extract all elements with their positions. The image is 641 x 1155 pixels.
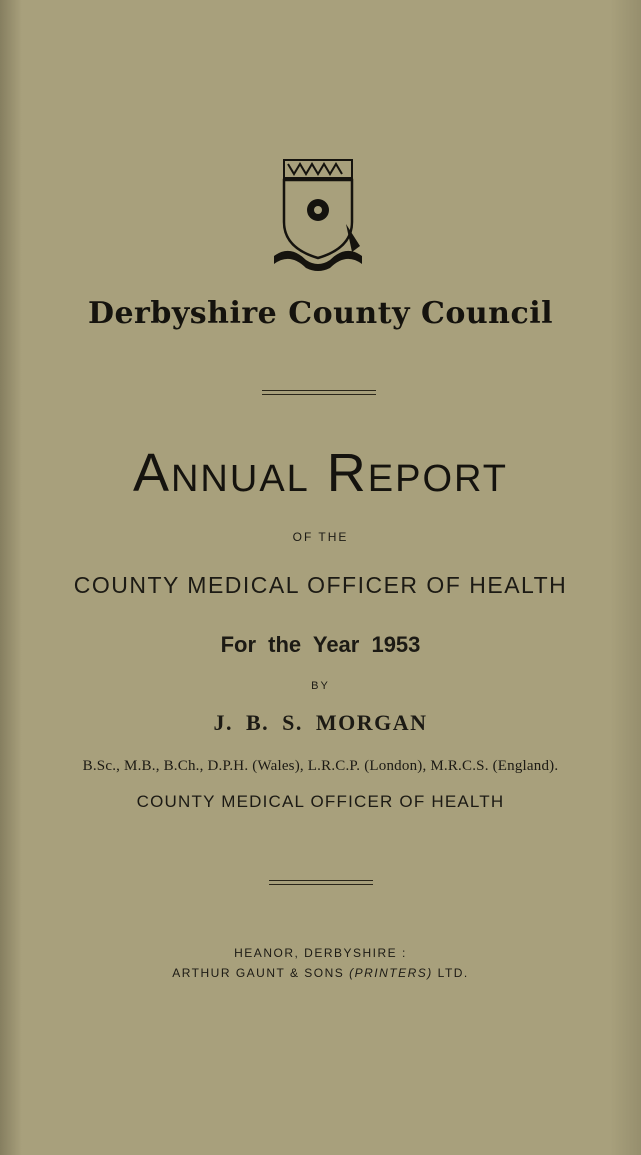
by-label: BY [311,680,330,692]
author-position: COUNTY MEDICAL OFFICER OF HEALTH [136,792,505,811]
report-year: For the Year 1953 [220,632,421,657]
author-name: J. B. S. MORGAN [213,710,428,735]
report-subject: COUNTY MEDICAL OFFICER OF HEALTH [73,572,568,598]
author-qualifications: B.Sc., M.B., B.Ch., D.P.H. (Wales), L.R.C.P. (London), M.R.C.S. (England). [82,758,559,774]
page-title: Annual Report [132,443,509,503]
printer-role: (PRINTERS) [349,966,433,980]
double-rule-divider [262,390,376,395]
double-rule-divider [269,880,373,885]
publisher-place: HEANOR, DERBYSHIRE : [234,946,407,960]
printer-suffix: LTD. [437,966,469,980]
publisher-printer [0,966,641,980]
council-name: Derbyshire County Council [87,296,554,331]
printer-name: ARTHUR GAUNT & SONS [172,966,345,980]
of-the-label: OF THE [292,530,349,544]
county-crest-icon [270,156,366,272]
